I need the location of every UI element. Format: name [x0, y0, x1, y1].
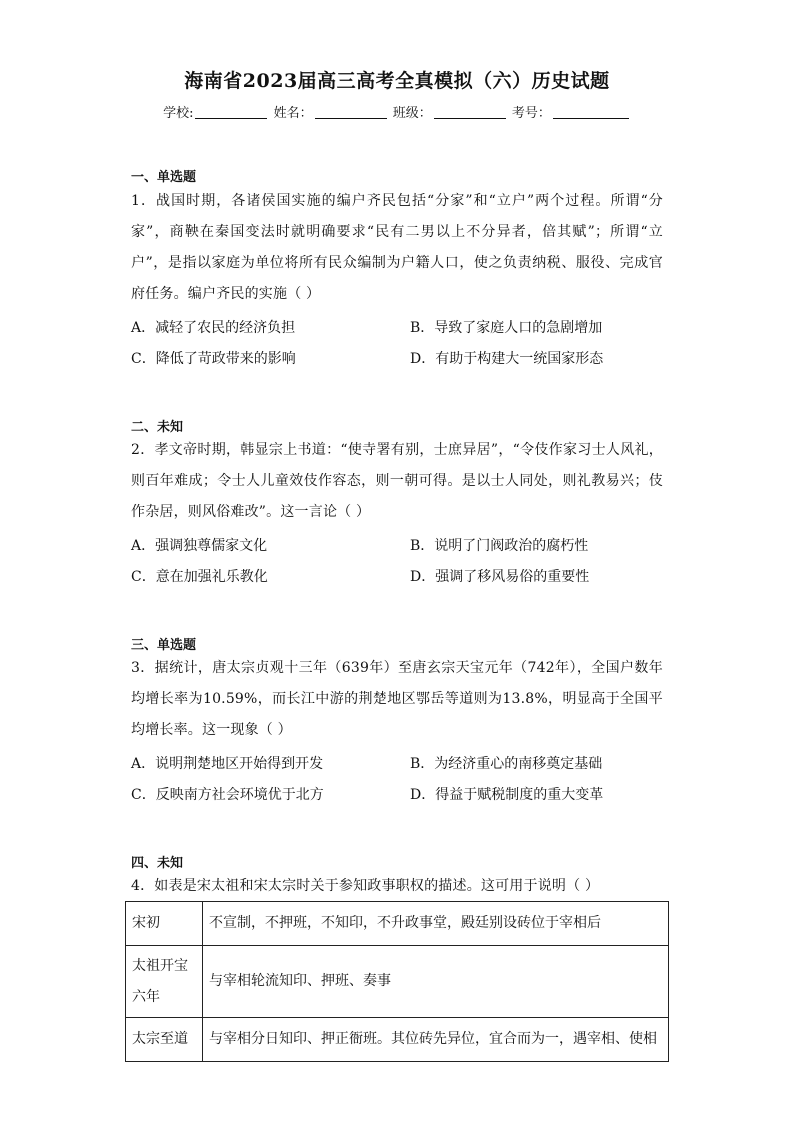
- question-3-option-b: B．为经济重心的南移奠定基础: [410, 756, 603, 772]
- question-3-option-a: A．说明荆楚地区开始得到开发: [131, 756, 324, 772]
- question-1-option-d: D．有助于构建大一统国家形态: [410, 351, 604, 367]
- class-label: 班级：: [392, 106, 432, 121]
- question-2-option-c: C．意在加强礼乐教化: [131, 569, 268, 585]
- question-2-stem: 2．孝文帝时期，韩显宗上书道：“使寺署有别，士庶异居”，“令伎作家习士人风礼，则百年难成；令士人儿童效伎作容态，则一朝可得。是以士人同处，则礼教易兴；伎作杂居，则风俗难改”。这一言论（ ）: [131, 442, 663, 520]
- number-blank: [553, 104, 629, 119]
- question-2-option-b: B．说明了门阀政治的腐朽性: [410, 538, 589, 554]
- question-4-table: [125, 901, 669, 1062]
- question-1-option-c: C．降低了苛政带来的影响: [131, 351, 296, 367]
- table-row: [126, 902, 669, 946]
- question-3-stem: 3．据统计，唐太宗贞观十三年（639年）至唐玄宗天宝元年（742年），全国户数年均增长率为10.59%，而长江中游的荆楚地区鄂岳等道则为13.8%，明显高于全国平均增长率。这一现象（ ）: [131, 660, 663, 738]
- name-blank: [315, 104, 387, 119]
- table-cell-period: 宋初: [126, 902, 203, 946]
- table-cell-description: 与宰相轮流知印、押班、奏事: [203, 946, 669, 1018]
- table-cell-description: 不宣制，不押班，不知印，不升政事堂，殿廷别设砖位于宰相后: [203, 902, 669, 946]
- section-heading: 三、单选题: [131, 638, 197, 653]
- name-label: 姓名：: [273, 106, 313, 121]
- section-heading: 四、未知: [131, 856, 184, 871]
- question-4-stem: 4．如表是宋太祖和宋太宗时关于参知政事职权的描述。这可用于说明（ ）: [131, 878, 600, 894]
- question-2-option-a: A．强调独尊儒家文化: [131, 538, 268, 554]
- page-title: 海南省2023届高三高考全真模拟（六）历史试题: [184, 70, 610, 92]
- question-1-option-b: B．导致了家庭人口的急剧增加: [410, 320, 603, 336]
- section-heading: 二、未知: [131, 420, 184, 435]
- table-row: [126, 1018, 669, 1062]
- question-2-option-d: D．强调了移风易俗的重要性: [410, 569, 590, 585]
- question-3-option-c: C．反映南方社会环境优于北方: [131, 787, 324, 803]
- table-row: [126, 946, 669, 1018]
- table-cell-period: 太祖开宝六年: [126, 946, 203, 1018]
- question-1-stem: 1．战国时期，各诸侯国实施的编户齐民包括“分家”和“立户”两个过程。所谓“分家”，商鞅在秦国变法时就明确要求“民有二男以上不分异者，倍其赋”；所谓“立户”，是指以家庭为单位将所有民众编制为户籍人口，使之负责纳税、服役、完成官府任务。编户齐民的实施（ ）: [131, 193, 663, 302]
- number-label: 考号：: [511, 106, 551, 121]
- section-heading: 一、单选题: [131, 170, 197, 185]
- question-1-option-a: A．减轻了农民的经济负担: [131, 320, 296, 336]
- table-cell-period: 太宗至道: [126, 1018, 203, 1062]
- table-cell-description: 与宰相分日知印、押正衙班。其位砖先异位，宜合而为一，遇宰相、使相: [203, 1018, 669, 1062]
- student-info-line: [0, 102, 794, 121]
- question-3-option-d: D．得益于赋税制度的重大变革: [410, 787, 604, 803]
- school-blank: [195, 104, 267, 119]
- school-label: 学校:: [163, 106, 194, 121]
- class-blank: [434, 104, 506, 119]
